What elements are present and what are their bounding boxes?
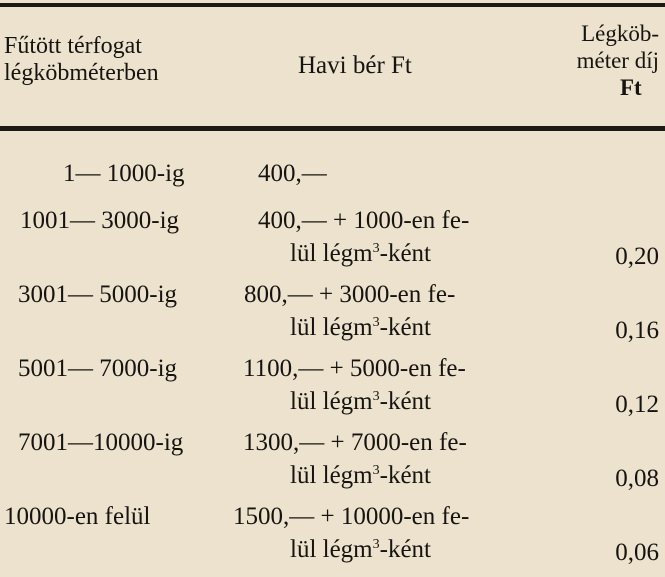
col-header-fee-line2: méter díj bbox=[576, 48, 659, 73]
col-header-fee bbox=[577, 20, 659, 101]
table-row bbox=[0, 503, 665, 577]
wage-text: 1500,— + 10000-en fe- bbox=[233, 503, 470, 530]
wage-text-cont: lül légm$^3$-ként bbox=[290, 388, 432, 415]
fee-value: 0,12 bbox=[615, 391, 659, 418]
volume-range: 10000-en felül bbox=[4, 503, 151, 530]
table-body bbox=[0, 160, 665, 577]
col-header-volume-line2: légköbméterben bbox=[4, 60, 159, 86]
wage-text: 1100,— + 5000-en fe- bbox=[243, 355, 466, 382]
table-row bbox=[0, 429, 665, 503]
header-rule bbox=[0, 126, 665, 131]
fee-value: 0,16 bbox=[615, 317, 659, 344]
wage-text-cont: lül légm$^3$-ként bbox=[290, 536, 432, 563]
volume-range: 3001— 5000-ig bbox=[18, 281, 178, 308]
col-header-volume-line1: Fűtött térfogat bbox=[4, 33, 142, 59]
fee-value: 0,06 bbox=[615, 539, 659, 566]
volume-range: 1001— 3000-ig bbox=[20, 207, 180, 234]
volume-range: 7001—10000-ig bbox=[18, 429, 184, 456]
table-row bbox=[0, 281, 665, 355]
wage-text: 800,— + 3000-en fe- bbox=[244, 281, 456, 308]
wage-text-cont: lül légm$^3$-ként bbox=[290, 240, 432, 267]
top-rule bbox=[0, 3, 665, 7]
wage-text: 400,— bbox=[258, 160, 327, 187]
table-row bbox=[0, 207, 665, 281]
table-row bbox=[0, 355, 665, 429]
volume-range: 5001— 7000-ig bbox=[18, 355, 178, 382]
fee-value: 0,20 bbox=[615, 243, 659, 270]
wage-text: 400,— + 1000-en fe- bbox=[258, 207, 470, 234]
col-header-volume bbox=[4, 33, 159, 87]
col-header-fee-line1: Légköb- bbox=[581, 21, 659, 46]
col-header-fee-unit: Ft bbox=[619, 75, 642, 100]
wage-text: 1300,— + 7000-en fe- bbox=[243, 429, 467, 456]
col-header-wage: Havi bér Ft bbox=[298, 52, 412, 79]
wage-text-cont: lül légm$^3$-ként bbox=[290, 462, 432, 489]
volume-range: 1— 1000-ig bbox=[63, 160, 185, 187]
fee-value: 0,08 bbox=[615, 465, 659, 492]
wage-text-cont: lül légm$^3$-ként bbox=[290, 314, 432, 341]
